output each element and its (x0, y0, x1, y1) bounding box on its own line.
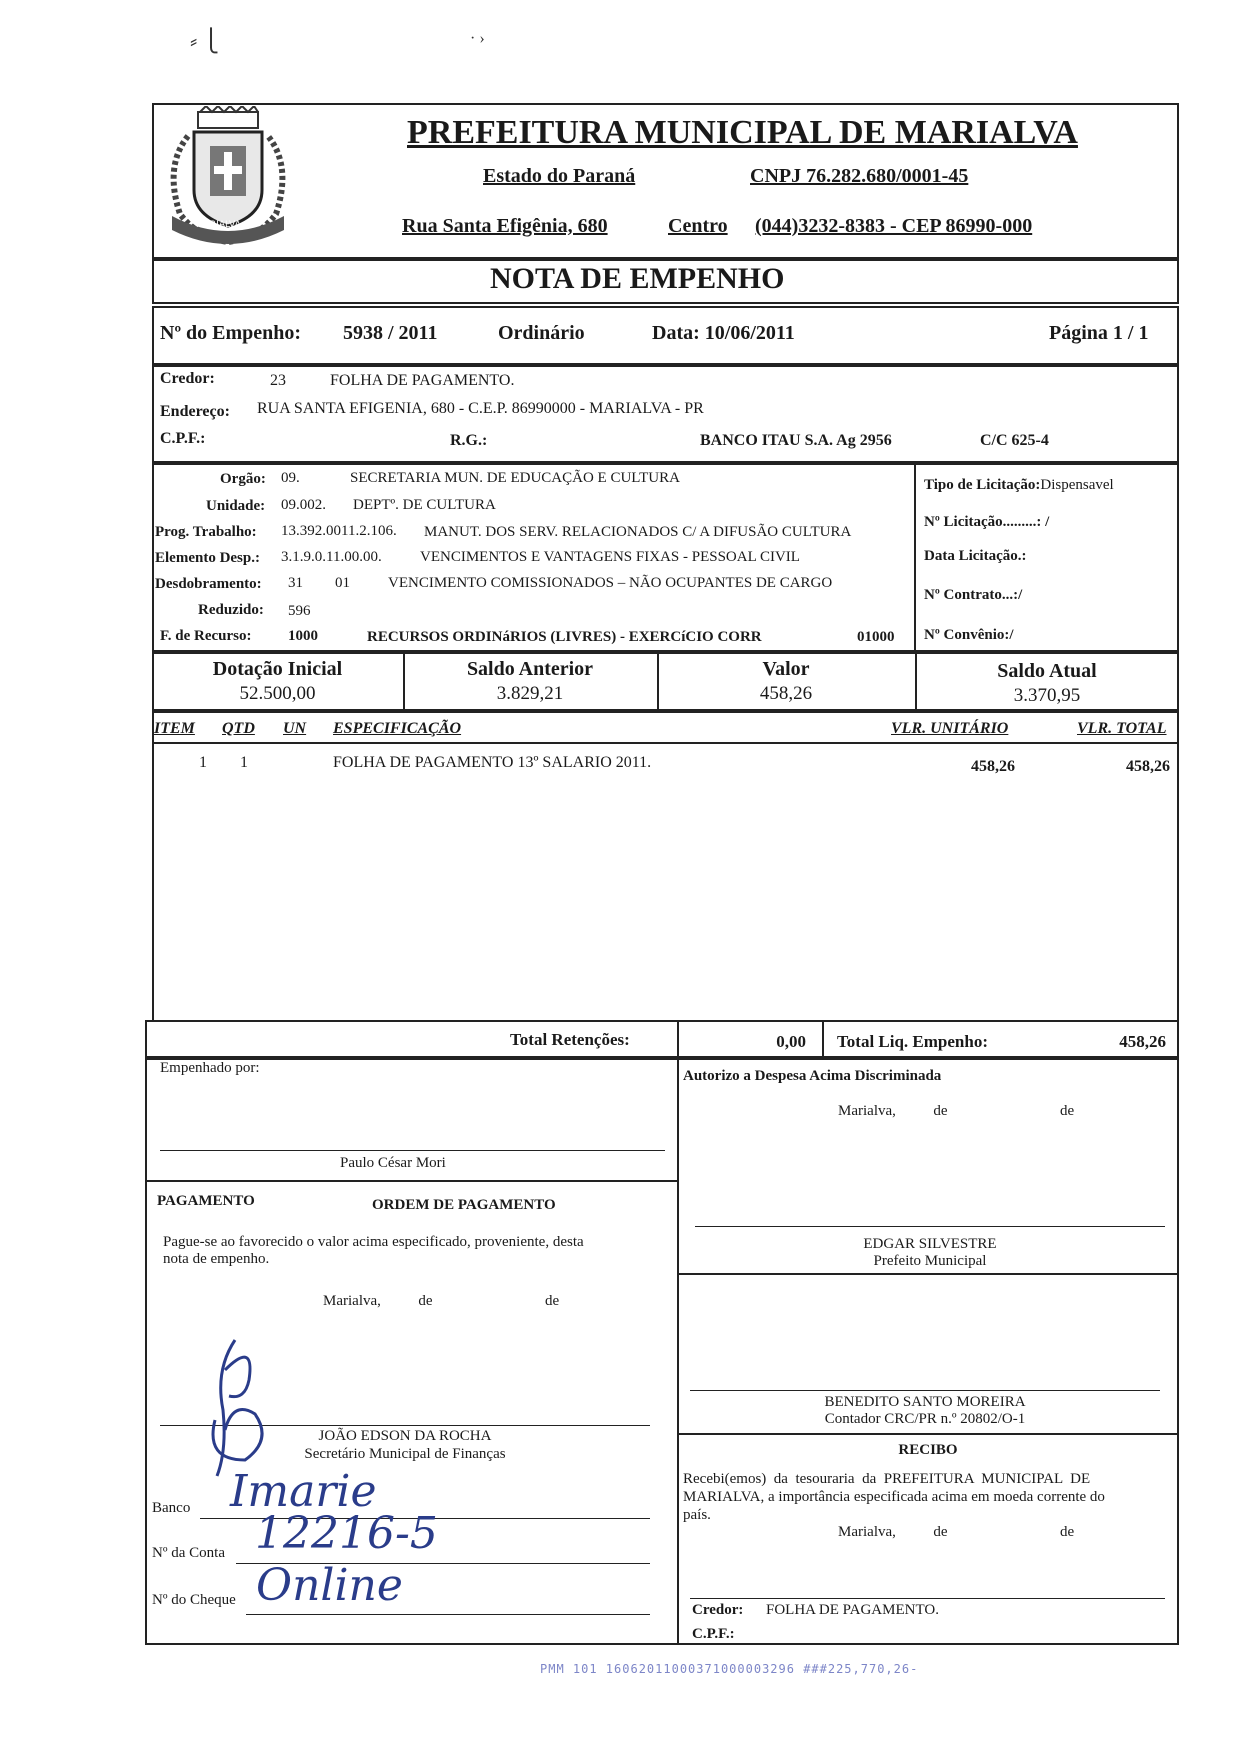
scan-mark: · › (470, 30, 485, 47)
retencoes-label: Total Retenções: (510, 1030, 630, 1049)
prefeito-role: Prefeito Municipal (873, 1253, 987, 1269)
licitacao-type-label: Tipo de Licitação: (924, 477, 1041, 493)
cpf-label: C.P.F.: (160, 430, 206, 447)
pagamento-text-1: Pague-se ao favorecido o valor acima especificado, proveniente, desta (163, 1234, 584, 1250)
recibo-credor-label: Credor: (692, 1602, 744, 1618)
item-total: 458,26 (1126, 758, 1170, 775)
items-box (152, 711, 1179, 1022)
desd-label: Desdobramento: (155, 576, 262, 592)
conta-handwritten: 12216-5 (255, 1508, 438, 1559)
credor-label: Credor: (160, 370, 215, 387)
address-value: RUA SANTA EFIGENIA, 680 - C.E.P. 86990000 - MARIALVA - PR (257, 400, 704, 417)
empenho-label: Nº do Empenho: (160, 322, 302, 344)
col-total: VLR. TOTAL (1077, 720, 1167, 737)
liq-empenho-label: Total Liq. Empenho: (837, 1032, 988, 1051)
empenho-type: Ordinário (498, 322, 585, 344)
pagamento-place-date: Marialva, de de (323, 1293, 560, 1309)
reduzido-label: Reduzido: (198, 602, 264, 618)
recurso-desc: RECURSOS ORDINáRIOS (LIVRES) - EXERCíCIO CORR (367, 629, 762, 645)
recibo-cpf-label: C.P.F.: (692, 1626, 735, 1642)
col-spec: ESPECIFICAÇÃO (333, 720, 462, 737)
credor-name: FOLHA DE PAGAMENTO. (330, 372, 515, 389)
dotacao-label: Dotação Inicial (212, 658, 343, 680)
convenio-number: Nº Convênio:/ (924, 627, 1014, 643)
col-qtd: QTD (222, 720, 255, 737)
pagamento-label: PAGAMENTO (157, 1193, 255, 1209)
prog-code: 13.392.0011.2.106. (281, 523, 397, 539)
desd-code1: 31 (288, 575, 303, 591)
prog-desc: MANUT. DOS SERV. RELACIONADOS C/ A DIFUSÃO CULTURA (424, 524, 852, 540)
liq-empenho-value: 458,26 (1119, 1032, 1166, 1051)
col-item: ITEM (154, 720, 195, 737)
header-state: Estado do Paraná (483, 165, 636, 187)
licitacao-type-value: Dispensavel (1040, 477, 1114, 493)
unidade-label: Unidade: (206, 498, 266, 514)
empenhado-label: Empenhado por: (160, 1060, 260, 1076)
desd-desc: VENCIMENTO COMISSIONADOS – NÃO OCUPANTES DE CARGO (388, 575, 833, 591)
empenho-date: Data: 10/06/2011 (652, 322, 795, 344)
recibo-title: RECIBO (898, 1442, 958, 1458)
valor-value: 458,26 (759, 683, 813, 704)
recibo-credor-value: FOLHA DE PAGAMENTO. (766, 1602, 939, 1618)
elem-label: Elemento Desp.: (155, 550, 260, 566)
licitacao-number: Nº Licitação.........: / (924, 514, 1050, 530)
elem-desc: VENCIMENTOS E VANTAGENS FIXAS - PESSOAL CIVIL (420, 549, 800, 565)
saldo-anterior-label: Saldo Anterior (466, 658, 594, 680)
empenho-page: Página 1 / 1 (1049, 322, 1149, 344)
banco-label: Banco (152, 1500, 191, 1516)
secretario-name: JOÃO EDSON DA ROCHA (318, 1428, 492, 1444)
orgao-label: Orgão: (220, 471, 266, 487)
address-label: Endereço: (160, 403, 230, 420)
empenho-number: 5938 / 2011 (343, 322, 438, 344)
footer-code: PMM 101 16062011000371000003296 ###225,770,26- (540, 1662, 919, 1676)
pagamento-text-2: nota de empenho. (163, 1251, 270, 1267)
col-unit-price: VLR. UNITÁRIO (891, 720, 1009, 737)
credor-code: 23 (270, 372, 286, 389)
header-street: Rua Santa Efigênia, 680 (402, 215, 608, 237)
contract-number: Nº Contrato...:/ (924, 587, 1023, 603)
secretario-role: Secretário Municipal de Finanças (304, 1446, 506, 1462)
prog-label: Prog. Trabalho: (155, 524, 257, 540)
item-spec: FOLHA DE PAGAMENTO 13º SALARIO 2011. (333, 754, 652, 771)
conta-label: Nº da Conta (152, 1545, 225, 1561)
autorizo-label: Autorizo a Despesa Acima Discriminada (683, 1068, 942, 1084)
col-un: UN (283, 720, 307, 737)
contador-role: Contador CRC/PR n.º 20802/O-1 (824, 1411, 1026, 1427)
retencoes-value: 0,00 (776, 1032, 806, 1051)
doc-title: NOTA DE EMPENHO (490, 262, 785, 295)
header-title: PREFEITURA MUNICIPAL DE MARIALVA (407, 114, 1078, 151)
item-qtd: 1 (240, 754, 248, 771)
unidade-desc: DEPTº. DE CULTURA (353, 497, 496, 513)
licitacao-date: Data Licitação.: (924, 548, 1027, 564)
recurso-code2: 01000 (857, 629, 895, 645)
account-cc: C/C 625-4 (980, 432, 1049, 449)
orgao-code: 09. (281, 470, 300, 486)
ordem-pagamento-label: ORDEM DE PAGAMENTO (372, 1197, 556, 1213)
rg-label: R.G.: (450, 432, 488, 449)
contador-name: BENEDITO SANTO MOREIRA (824, 1394, 1026, 1410)
prefeito-name: EDGAR SILVESTRE (863, 1236, 997, 1252)
recibo-text-2: MARIALVA, a importância especificada acima em moeda corrente do (683, 1489, 1105, 1505)
bank-info: BANCO ITAU S.A. Ag 2956 (700, 432, 892, 449)
empenhado-name: Paulo César Mori (340, 1155, 446, 1171)
recurso-label: F. de Recurso: (160, 628, 252, 644)
saldo-atual-label: Saldo Atual (997, 660, 1097, 682)
cheque-handwritten: Online (256, 1560, 403, 1611)
item-unit-price: 458,26 (971, 758, 1015, 775)
header-cnpj: CNPJ 76.282.680/0001-45 (750, 165, 969, 187)
orgao-desc: SECRETARIA MUN. DE EDUCAÇÃO E CULTURA (350, 470, 680, 486)
autorizo-place-date: Marialva, de de (838, 1103, 1075, 1119)
secretario-signature (195, 1330, 305, 1485)
cheque-label: Nº do Cheque (152, 1592, 236, 1608)
reduzido-code: 596 (288, 603, 311, 619)
retencoes-row (145, 1020, 1179, 1058)
recibo-text-1: Recebi(emos) da tesouraria da PREFEITURA MUNICIPAL DE (683, 1471, 1091, 1487)
seal-label: MARIALVA (196, 220, 241, 230)
recurso-code: 1000 (288, 628, 318, 644)
item-number: 1 (199, 754, 207, 771)
recibo-text-3: país. (683, 1507, 711, 1523)
saldo-anterior-value: 3.829,21 (496, 683, 564, 704)
header-district: Centro (668, 215, 728, 237)
scan-mark: ⸗ ⎩ (190, 28, 220, 53)
municipal-seal (158, 106, 298, 254)
desd-code2: 01 (335, 575, 350, 591)
valor-label: Valor (762, 658, 810, 680)
header-phone-cep: (044)3232-8383 - CEP 86990-000 (755, 215, 1033, 237)
saldo-atual-value: 3.370,95 (1013, 685, 1081, 706)
unidade-code: 09.002. (281, 497, 326, 513)
recibo-place-date: Marialva, de de (838, 1524, 1075, 1540)
elem-code: 3.1.9.0.11.00.00. (281, 549, 382, 565)
dotacao-value: 52.500,00 (239, 683, 316, 704)
banco-handwritten: Imarie (230, 1466, 377, 1517)
